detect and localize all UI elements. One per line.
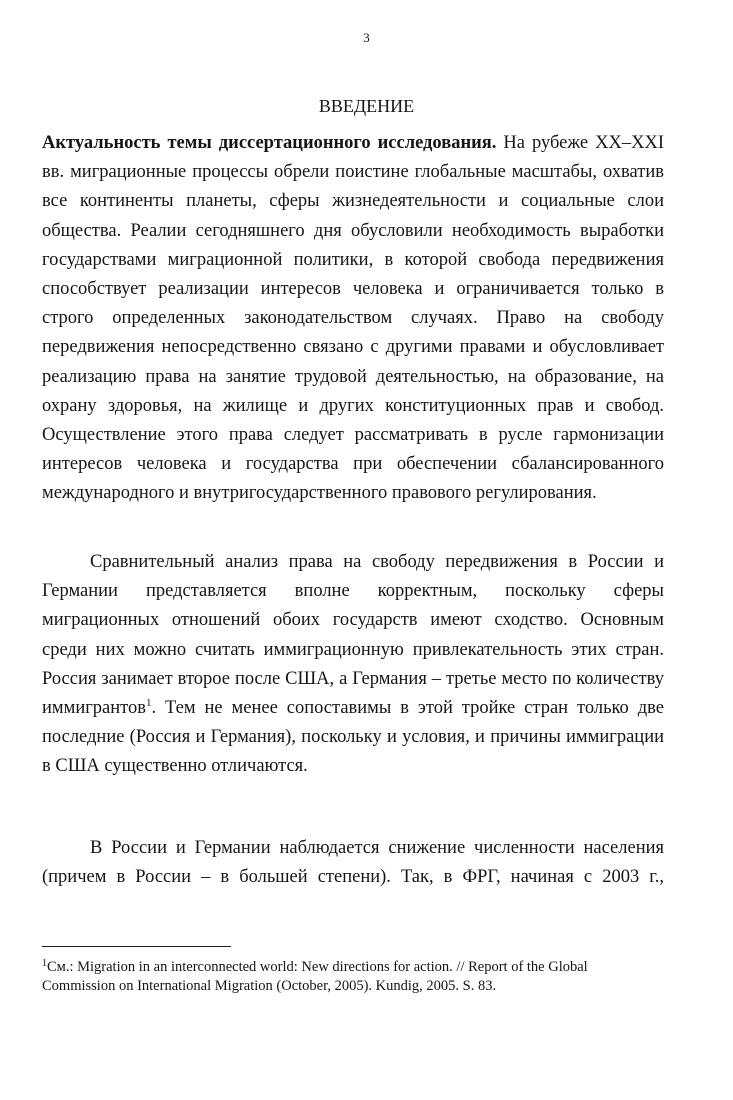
text-line: В России и Германии наблюдается снижение численности населения	[90, 838, 664, 858]
text-line: государствами миграционной политики, в которой свобода передвижения	[42, 249, 664, 270]
text-line: Россия занимает второе после США, а Германия – третье место по количеству	[42, 668, 664, 689]
text-line: вв. миграционные процессы обрели поистине глобальные масштабы, охватив	[42, 162, 664, 183]
footnote-marker: 1	[42, 958, 47, 969]
page-number: 3	[363, 30, 370, 45]
text-line: Осуществление этого права следует рассматривать в русле гармонизации	[42, 424, 664, 445]
text-line: реализацию права на занятие трудовой деятельностью, на образование, на	[42, 366, 664, 387]
text-line: передвижения непосредственно связано с другими правами и обусловливает	[42, 337, 664, 358]
text-line: последние (Россия и Германия), поскольку и условия, и причины иммиграции	[42, 727, 664, 748]
footnote	[42, 958, 664, 996]
text-line: Германии представляется вполне корректным, поскольку сферы	[42, 581, 664, 602]
section-heading: ВВЕДЕНИЕ	[318, 96, 415, 116]
text-line: интересов человека и государства при обеспечении сбалансированного	[42, 454, 664, 475]
text-line: строго определенных законодательством случаях. Право на свободу	[42, 308, 664, 329]
text-line: Сравнительный анализ права на свободу передвижения в России и	[90, 552, 664, 572]
lead-phrase: Актуальность темы диссертационного исследования.	[42, 133, 497, 153]
footnote-line: $^1$См.: Migration in an interconnected world: New directions for action. // Report of the Global	[42, 958, 588, 975]
text-line: охрану здоровья, на жилище и других конституционных прав и свобод.	[42, 395, 664, 416]
text-line: среди них можно считать иммиграционную привлекательность этих стран.	[42, 639, 664, 660]
footnote-line: Commission on International Migration (October, 2005). Kundig, 2005. S. 83.	[42, 978, 497, 994]
text-line: (причем в России – в большей степени). Так, в ФРГ, начиная с 2003 г.,	[42, 867, 664, 888]
text-line: международного и внутригосударственного правового регулирования.	[42, 483, 597, 504]
text-line: Актуальность темы диссертационного исследования. На рубеже XX–XXI	[42, 133, 664, 153]
text-line: все континенты планеты, сферы жизнедеятельности и социальные слои	[42, 191, 664, 212]
footnote-divider	[42, 946, 231, 947]
paragraph-comparative	[42, 548, 664, 782]
text-line: общества. Реалии сегодняшнего дня обусловили необходимость выработки	[42, 220, 664, 241]
paragraph-relevance	[42, 129, 664, 508]
footnote-reference[interactable]: 1	[146, 696, 152, 709]
text-line: в США существенно отличаются.	[42, 756, 308, 777]
text-line: иммигрантов$^1$. Тем не менее сопоставимы в этой тройке стран только две	[42, 696, 664, 718]
text-line: способствует реализации интересов человека и ограничивается только в	[42, 278, 664, 299]
text-line: миграционных отношений обоих государств имеют сходство. Основным	[42, 610, 664, 631]
paragraph-population	[42, 834, 664, 892]
